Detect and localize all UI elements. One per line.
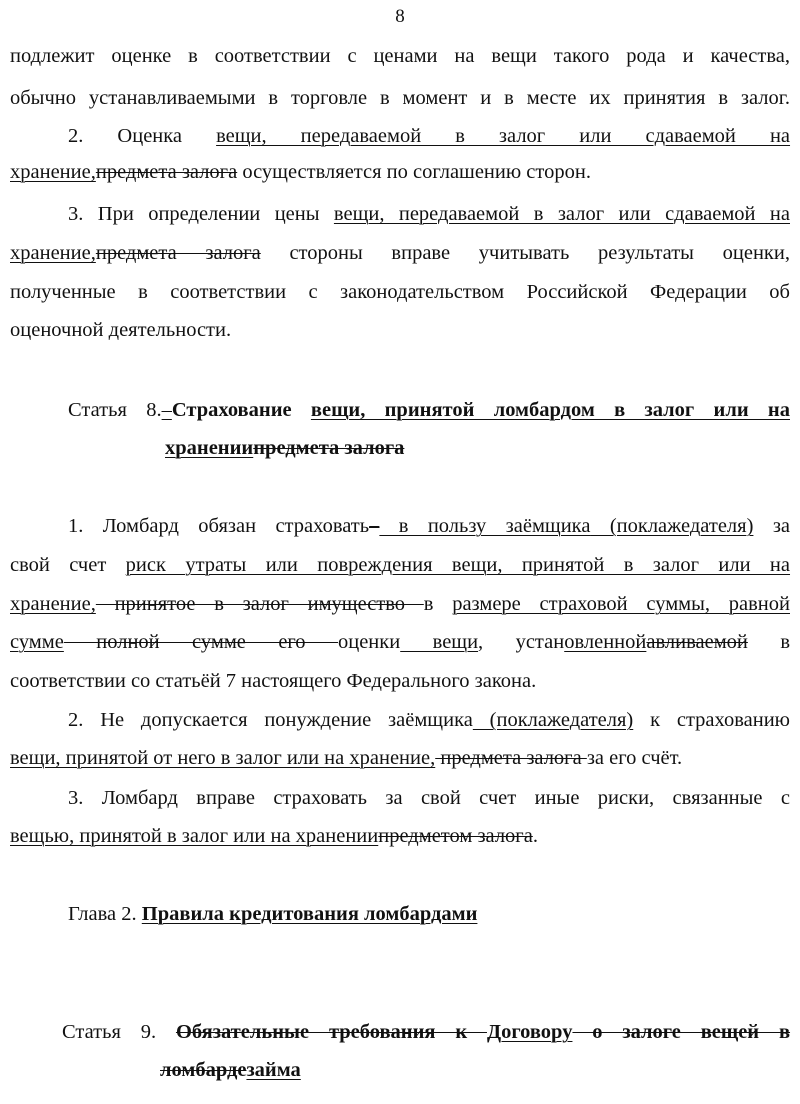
text: 3. При определении цены [68, 203, 334, 225]
deleted-text: предметом залога [378, 825, 533, 847]
paragraph-line [10, 669, 536, 693]
text: соответствии со статьёй 7 настоящего Федерального закона. [10, 670, 537, 692]
text: к страхованию [650, 709, 790, 731]
deleted-text: предмета залога [95, 242, 261, 264]
inserted-text: овленной [564, 631, 647, 653]
text: 1. Ломбард обязан страховать [68, 515, 370, 537]
inserted-text: (поклажедателя) [472, 709, 634, 731]
paragraph-line [10, 746, 682, 770]
paragraph-line [10, 241, 790, 265]
text: оценки [337, 631, 401, 653]
paragraph-line [68, 708, 790, 732]
paragraph-line [68, 786, 790, 810]
text: в [780, 631, 790, 653]
inserted-text: (поклажедателя) [590, 515, 754, 537]
inserted-heading-text: вещи, принятой ломбардом в залог или на [310, 399, 790, 421]
inserted-text: хранение, [10, 593, 96, 615]
inserted-heading-text: займа [246, 1059, 301, 1081]
inserted-text: вещи [400, 631, 479, 653]
paragraph-line [10, 553, 790, 577]
text: подлежит оценке в соответствии с ценами на вещи такого рода и качества, [10, 45, 790, 67]
deleted-text: предмета залога [95, 161, 238, 183]
inserted-text: в пользу заёмщика [379, 515, 591, 537]
text: за [772, 515, 791, 537]
inserted-dash: – [161, 399, 172, 421]
text: оценочной деятельности. [10, 319, 232, 341]
text: за его счёт. [586, 747, 683, 769]
inserted-text: хранение, [10, 161, 96, 183]
paragraph-line [10, 592, 790, 616]
inserted-text: вещью, принятой в залог или на хранении [10, 825, 379, 847]
article-heading [68, 398, 790, 422]
article-number: Статья 8. [68, 399, 162, 421]
paragraph-line [10, 824, 538, 848]
paragraph-line [10, 44, 790, 68]
chapter-title: Правила кредитования ломбардами [141, 903, 478, 925]
text: 2. Не допускается понуждение заёмщика [68, 709, 473, 731]
paragraph-line [10, 86, 790, 110]
article-number: Статья 9. [62, 1021, 176, 1043]
deleted-heading-text: о залоге вещей в [572, 1021, 791, 1043]
inserted-text: размере страховой суммы, равной [452, 593, 790, 615]
deleted-text: авливаемой [646, 631, 748, 653]
inserted-heading-text: хранении [165, 437, 254, 459]
paragraph-line [68, 202, 790, 226]
chapter-heading [68, 902, 477, 926]
text: свой счет [10, 554, 126, 576]
inserted-text: хранение, [10, 242, 96, 264]
article-heading-line [160, 1058, 301, 1082]
text: в [423, 593, 453, 615]
text: 2. Оценка [68, 125, 183, 147]
article-heading [62, 1020, 790, 1044]
text: 3. Ломбард вправе страховать за свой счет иные риски, связанные с [68, 787, 790, 809]
inserted-text: риск утраты или повреждения вещи, принятой в залог или на [125, 554, 791, 576]
inserted-heading-text: Договору [486, 1021, 573, 1043]
paragraph-line [68, 124, 790, 148]
text: осуществляется по соглашению сторон. [237, 161, 591, 183]
paragraph-line [10, 160, 591, 184]
deleted-text: предмета залога [435, 747, 587, 769]
text: стороны вправе учитывать результаты оценки, [260, 242, 790, 264]
deleted-heading-text: Обязательные требования к [175, 1021, 487, 1043]
text: . [532, 825, 538, 847]
article-heading-line [165, 436, 404, 460]
paragraph-line [10, 318, 231, 342]
page-number: 8 [395, 6, 405, 27]
paragraph-line [10, 280, 790, 304]
inserted-text: вещи, передаваемой в залог или сдаваемой на [333, 203, 790, 225]
heading-text: Страхование [171, 399, 311, 421]
inserted-text: вещи, принятой от него в залог или на хранение, [10, 747, 436, 769]
deleted-heading-text: предмета залога [253, 437, 405, 459]
deleted-text: – [369, 515, 380, 537]
chapter-number: Глава 2. [68, 903, 142, 925]
paragraph-line [10, 630, 790, 654]
text: обычно устанавливаемыми в торговле в момент и в месте их принятия в залог. [10, 87, 790, 109]
deleted-text: полной сумме его [63, 631, 338, 653]
deleted-text: принятое в залог имущество [95, 593, 424, 615]
text: полученные в соответствии с законодательством Российской Федерации об [10, 281, 790, 303]
inserted-text: сумме [10, 631, 64, 653]
text: , устан [478, 631, 565, 653]
paragraph-line [68, 514, 790, 538]
deleted-heading-text: ломбарде [160, 1059, 247, 1081]
inserted-text: вещи, передаваемой в залог или сдаваемой на [216, 125, 791, 147]
